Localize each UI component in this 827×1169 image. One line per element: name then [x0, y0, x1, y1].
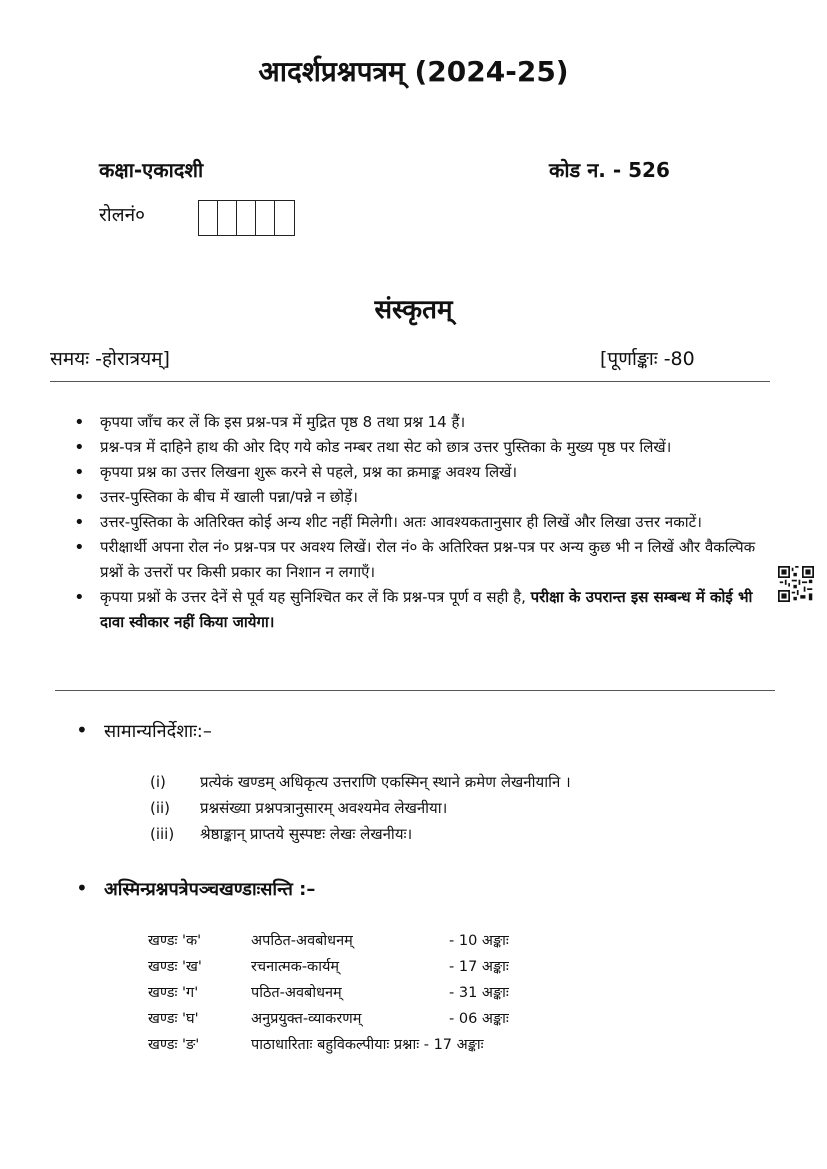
time-label: समयः -होरात्रयम्] [50, 348, 170, 370]
section-row: खण्डः 'ङ' पाठाधारिताः बहुविकल्पीयाः प्रश्नाः - 17 अङ्काः [148, 1037, 484, 1053]
bullet: • [76, 718, 88, 742]
roll-box [218, 201, 237, 235]
divider [55, 690, 775, 691]
subject-title: संस्कृतम् [374, 295, 453, 325]
code-label: कोड न. - 526 [549, 158, 670, 182]
instruction-item: • उत्तर-पुस्तिका के अतिरिक्त कोई अन्य शीट नहीं मिलेगी। अतः आवश्यकतानुसार ही लिखें और लिखा उत्तर नकाटें। [70, 510, 770, 535]
roll-box [199, 201, 218, 235]
instruction-item: • परीक्षार्थी अपना रोल नं० प्रश्न-पत्र पर अवश्य लिखें। रोल नं० के अतिरिक्त प्रश्न-पत्र पर अन्य कुछ भी न लिखें और वैकल्पिक प्रश्नों के उत्तरों पर किसी प्रकार का निशान न लगाएँ। [70, 535, 770, 585]
max-marks-label: [पूर्णाङ्काः -80 [600, 348, 695, 370]
roll-number-boxes [198, 200, 295, 236]
general-instruction-item: (iii) श्रेष्ठाङ्कान् प्राप्तये सुस्पष्टः लेखः लेखनीयः। [150, 825, 413, 843]
section-row: खण्डः 'क' अपठित-अवबोधनम् - 10 अङ्काः [148, 933, 509, 949]
roll-box [256, 201, 275, 235]
general-instruction-item: (i) प्रत्येकं खण्डम् अधिकृत्य उत्तराणि एकस्मिन् स्थाने क्रमेण लेखनीयानि । [150, 773, 571, 791]
bold-warning: परीक्षा के उपरान्त इस सम्बन्ध में कोई भी दावा स्वीकार नहीं किया जायेगा। [100, 588, 753, 631]
bullet: • [76, 876, 88, 900]
instruction-item: • उत्तर-पुस्तिका के बीच में खाली पन्ना/पन्ने न छोड़ें। [70, 485, 770, 510]
section-row: खण्डः 'घ' अनुप्रयुक्त-व्याकरणम् - 06 अङ्काः [148, 1011, 509, 1027]
general-instruction-item: (ii) प्रश्नसंख्या प्रश्नपत्रानुसारम् अवश्यमेव लेखनीया। [150, 799, 448, 817]
divider [50, 381, 770, 382]
roll-box [275, 201, 294, 235]
instruction-item: • प्रश्न-पत्र में दाहिने हाथ की ओर दिए गये कोड नम्बर तथा सेट को छात्र उत्तर पुस्तिका के मुख्य पृष्ठ पर लिखें। [70, 435, 770, 460]
instructions-list [70, 410, 770, 635]
page-title: आदर्शप्रश्नपत्रम् (2024-25) [258, 55, 569, 88]
roll-box [237, 201, 256, 235]
roll-number-label: रोलनं० [99, 204, 145, 226]
class-label: कक्षा-एकादशी [99, 158, 204, 182]
instruction-item: • कृपया प्रश्नों के उत्तर देनें से पूर्व यह सुनिश्चित कर लें कि प्रश्न-पत्र पूर्ण व सही है, परीक्षा के उपरान्त इस सम्बन्ध में कोई भी दावा स्वीकार नहीं किया जायेगा। [70, 585, 770, 635]
general-instructions-heading: • सामान्यनिर्देशाः:– [76, 718, 212, 742]
section-row: खण्डः 'ग' पठित-अवबोधनम् - 31 अङ्काः [148, 985, 509, 1001]
instruction-item: • कृपया प्रश्न का उत्तर लिखना शुरू करने से पहले, प्रश्न का क्रमाङ्क अवश्य लिखें। [70, 460, 770, 485]
instruction-item: • कृपया जाँच कर लें कि इस प्रश्न-पत्र में मुद्रित पृष्ठ 8 तथा प्रश्न 14 हैं। [70, 410, 770, 435]
qr-code-icon [778, 566, 814, 602]
section-row: खण्डः 'ख' रचनात्मक-कार्यम् - 17 अङ्काः [148, 959, 509, 975]
sections-heading: • अस्मिन्प्रश्नपत्रेपञ्चखण्डाःसन्ति :– [76, 876, 316, 900]
